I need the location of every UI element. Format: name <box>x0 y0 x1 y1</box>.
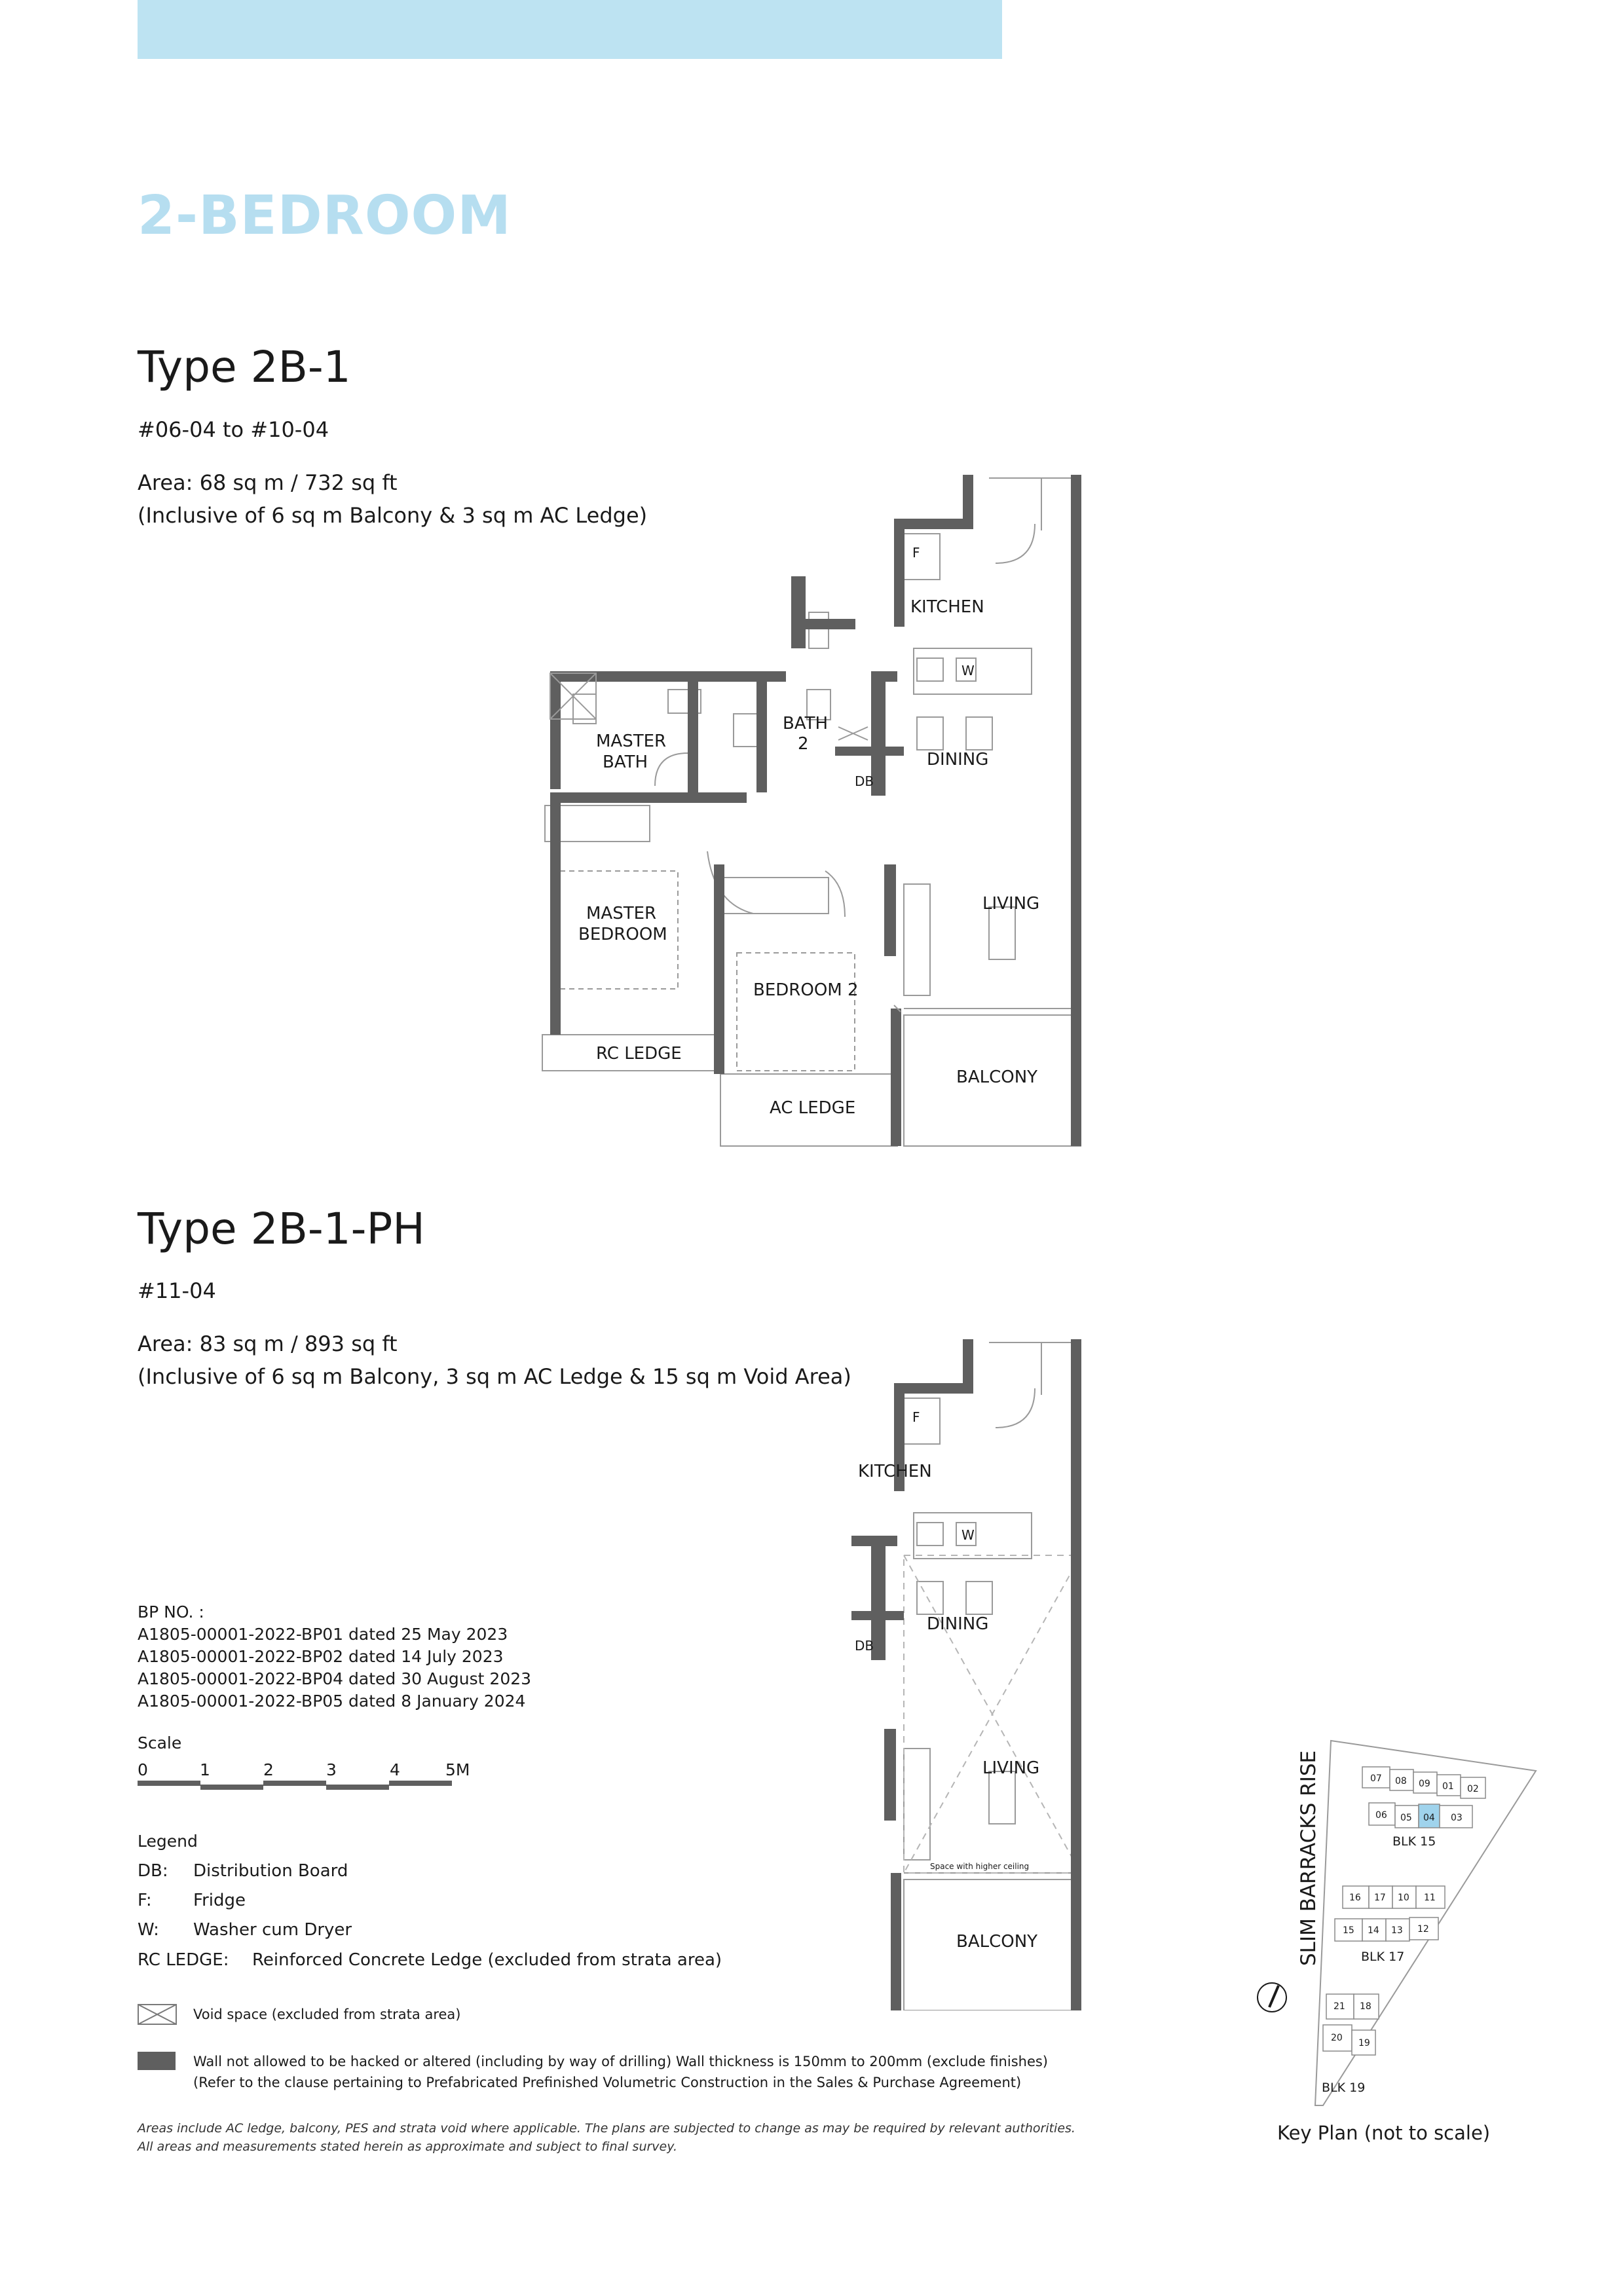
bp-line-2: A1805-00001-2022-BP02 dated 14 July 2023 <box>138 1647 504 1666</box>
plan1-master-bath-label-2: BATH <box>603 752 648 772</box>
plan1-fridge-label: F <box>912 545 920 561</box>
blk17-unit-14: 14 <box>1368 1925 1379 1936</box>
scale-bar <box>134 1758 488 1798</box>
blk15-unit-09: 09 <box>1419 1779 1430 1789</box>
plan2-inclusive: (Inclusive of 6 sq m Balcony, 3 sq m AC Ledge & 15 sq m Void Area) <box>138 1364 851 1389</box>
plan1-master-bath-label-1: MASTER <box>596 731 667 751</box>
page-heading: 2-BEDROOM <box>138 185 512 247</box>
plan1-title: Type 2B-1 <box>138 342 351 392</box>
plan1-bedroom2-label: BEDROOM 2 <box>753 980 859 1000</box>
header-accent-bar <box>138 0 1002 59</box>
plan1-master-bedroom-label-2: BEDROOM <box>578 925 667 944</box>
blk15-unit-05: 05 <box>1400 1813 1412 1823</box>
plan1-db-label: DB <box>855 773 874 789</box>
bp-line-3: A1805-00001-2022-BP04 dated 30 August 2023 <box>138 1669 532 1688</box>
blk17-unit-15: 15 <box>1343 1925 1354 1936</box>
footnote-line-2: All areas and measurements stated herein as approximate and subject to final survey. <box>138 2139 678 2154</box>
blk15-unit-01: 01 <box>1442 1781 1454 1792</box>
legend-key-db: DB: <box>138 1861 168 1881</box>
plan2-area: Area: 83 sq m / 893 sq ft <box>138 1331 398 1356</box>
plan2-washer-label: W <box>961 1527 975 1543</box>
bp-line-1: A1805-00001-2022-BP01 dated 25 May 2023 <box>138 1625 508 1644</box>
plan1-floor-plan <box>537 472 1100 1153</box>
key-plan <box>1238 1729 1546 2122</box>
key-plan-blk15: BLK 15 <box>1392 1834 1436 1849</box>
plan1-kitchen-label: KITCHEN <box>910 597 984 617</box>
blk17-unit-13: 13 <box>1391 1925 1403 1936</box>
scale-tick-1: 1 <box>200 1760 210 1779</box>
key-plan-blk19: BLK 19 <box>1322 2081 1366 2095</box>
key-plan-road-label: SLIM BARRACKS RISE <box>1297 1750 1320 1966</box>
plan1-balcony-label: BALCONY <box>956 1067 1038 1087</box>
scale-tick-2: 2 <box>263 1760 274 1779</box>
plan2-db-label: DB <box>855 1638 874 1654</box>
plan2-kitchen-label: KITCHEN <box>858 1462 932 1481</box>
bp-title: BP NO. : <box>138 1602 204 1621</box>
legend-value-fridge: Fridge <box>193 1891 246 1910</box>
blk15-unit-04: 04 <box>1423 1813 1435 1823</box>
blk15-unit-08: 08 <box>1395 1776 1407 1787</box>
scale-tick-3: 3 <box>326 1760 337 1779</box>
legend-key-fridge: F: <box>138 1891 152 1910</box>
plan1-master-bedroom-label-1: MASTER <box>586 904 657 923</box>
scale-tick-5: 5M <box>445 1760 470 1779</box>
scale-tick-0: 0 <box>138 1760 148 1779</box>
legend-value-rc-ledge: Reinforced Concrete Ledge (excluded from strata area) <box>252 1950 722 1970</box>
plan2-higher-ceiling-label: Space with higher ceiling <box>930 1862 1030 1871</box>
legend-title: Legend <box>138 1832 198 1851</box>
plan1-bath2-label-2: 2 <box>798 734 809 754</box>
north-arrow-icon <box>1258 1983 1286 2012</box>
plan2-living-label: LIVING <box>982 1758 1040 1778</box>
wall-legend-text <box>193 2051 1048 2093</box>
plan1-living-label: LIVING <box>982 894 1040 914</box>
plan2-balcony-label: BALCONY <box>956 1932 1038 1952</box>
bp-line-4: A1805-00001-2022-BP05 dated 8 January 2024 <box>138 1692 526 1711</box>
blk15-unit-02: 02 <box>1467 1784 1479 1794</box>
blk17-unit-16: 16 <box>1349 1893 1361 1903</box>
blk19-unit-18: 18 <box>1360 2001 1371 2012</box>
plan1-ac-ledge-label: AC LEDGE <box>770 1098 856 1118</box>
plan1-area: Area: 68 sq m / 732 sq ft <box>138 470 398 495</box>
blk17-unit-11: 11 <box>1424 1893 1436 1903</box>
legend-value-db: Distribution Board <box>193 1861 348 1881</box>
bp-block <box>138 1601 531 1713</box>
plan2-units: #11-04 <box>138 1278 216 1303</box>
legend-key-rc-ledge: RC LEDGE: <box>138 1950 229 1970</box>
key-plan-caption: Key Plan (not to scale) <box>1277 2122 1491 2144</box>
blk15-unit-06: 06 <box>1375 1810 1387 1821</box>
scale-tick-4: 4 <box>390 1760 400 1779</box>
legend-key-washer: W: <box>138 1920 159 1940</box>
void-legend-icon <box>138 2004 177 2025</box>
wall-legend-swatch <box>138 2052 176 2070</box>
key-plan-blk17: BLK 17 <box>1361 1950 1405 1964</box>
plan1-bath2-label-1: BATH <box>783 714 829 733</box>
blk17-unit-10: 10 <box>1398 1893 1409 1903</box>
blk17-unit-12: 12 <box>1417 1924 1429 1935</box>
blk19-unit-21: 21 <box>1334 2001 1345 2012</box>
legend-value-washer: Washer cum Dryer <box>193 1920 352 1940</box>
plan1-dining-label: DINING <box>927 750 989 769</box>
void-legend-text: Void space (excluded from strata area) <box>193 2007 461 2022</box>
blk17-unit-17: 17 <box>1374 1893 1386 1903</box>
footnote-line-1: Areas include AC ledge, balcony, PES and strata void where applicable. The plans are subjected to change as may be required by relevant authorities. <box>138 2121 1075 2136</box>
wall-legend-line-2: (Refer to the clause pertaining to Prefabricated Prefinished Volumetric Construction in the Sales & Purchase Agreement) <box>193 2075 1022 2090</box>
plan1-inclusive: (Inclusive of 6 sq m Balcony & 3 sq m AC Ledge) <box>138 503 648 528</box>
blk19-unit-19: 19 <box>1358 2038 1370 2048</box>
plan2-fridge-label: F <box>912 1409 920 1425</box>
blk19-unit-20: 20 <box>1331 2033 1343 2043</box>
plan2-title: Type 2B-1-PH <box>138 1204 425 1254</box>
plan1-washer-label: W <box>961 663 975 678</box>
plan1-units: #06-04 to #10-04 <box>138 417 329 442</box>
blk15-unit-07: 07 <box>1370 1773 1382 1784</box>
scale-title: Scale <box>138 1733 182 1752</box>
footnote <box>138 2119 1075 2156</box>
plan2-floor-plan <box>851 1336 1100 2010</box>
plan2-dining-label: DINING <box>927 1614 989 1634</box>
blk15-unit-03: 03 <box>1451 1813 1463 1823</box>
plan1-rc-ledge-label: RC LEDGE <box>596 1044 682 1064</box>
wall-legend-line-1: Wall not allowed to be hacked or altered (including by way of drilling) Wall thickness is 150mm to 200mm (exclude finishes) <box>193 2054 1049 2069</box>
